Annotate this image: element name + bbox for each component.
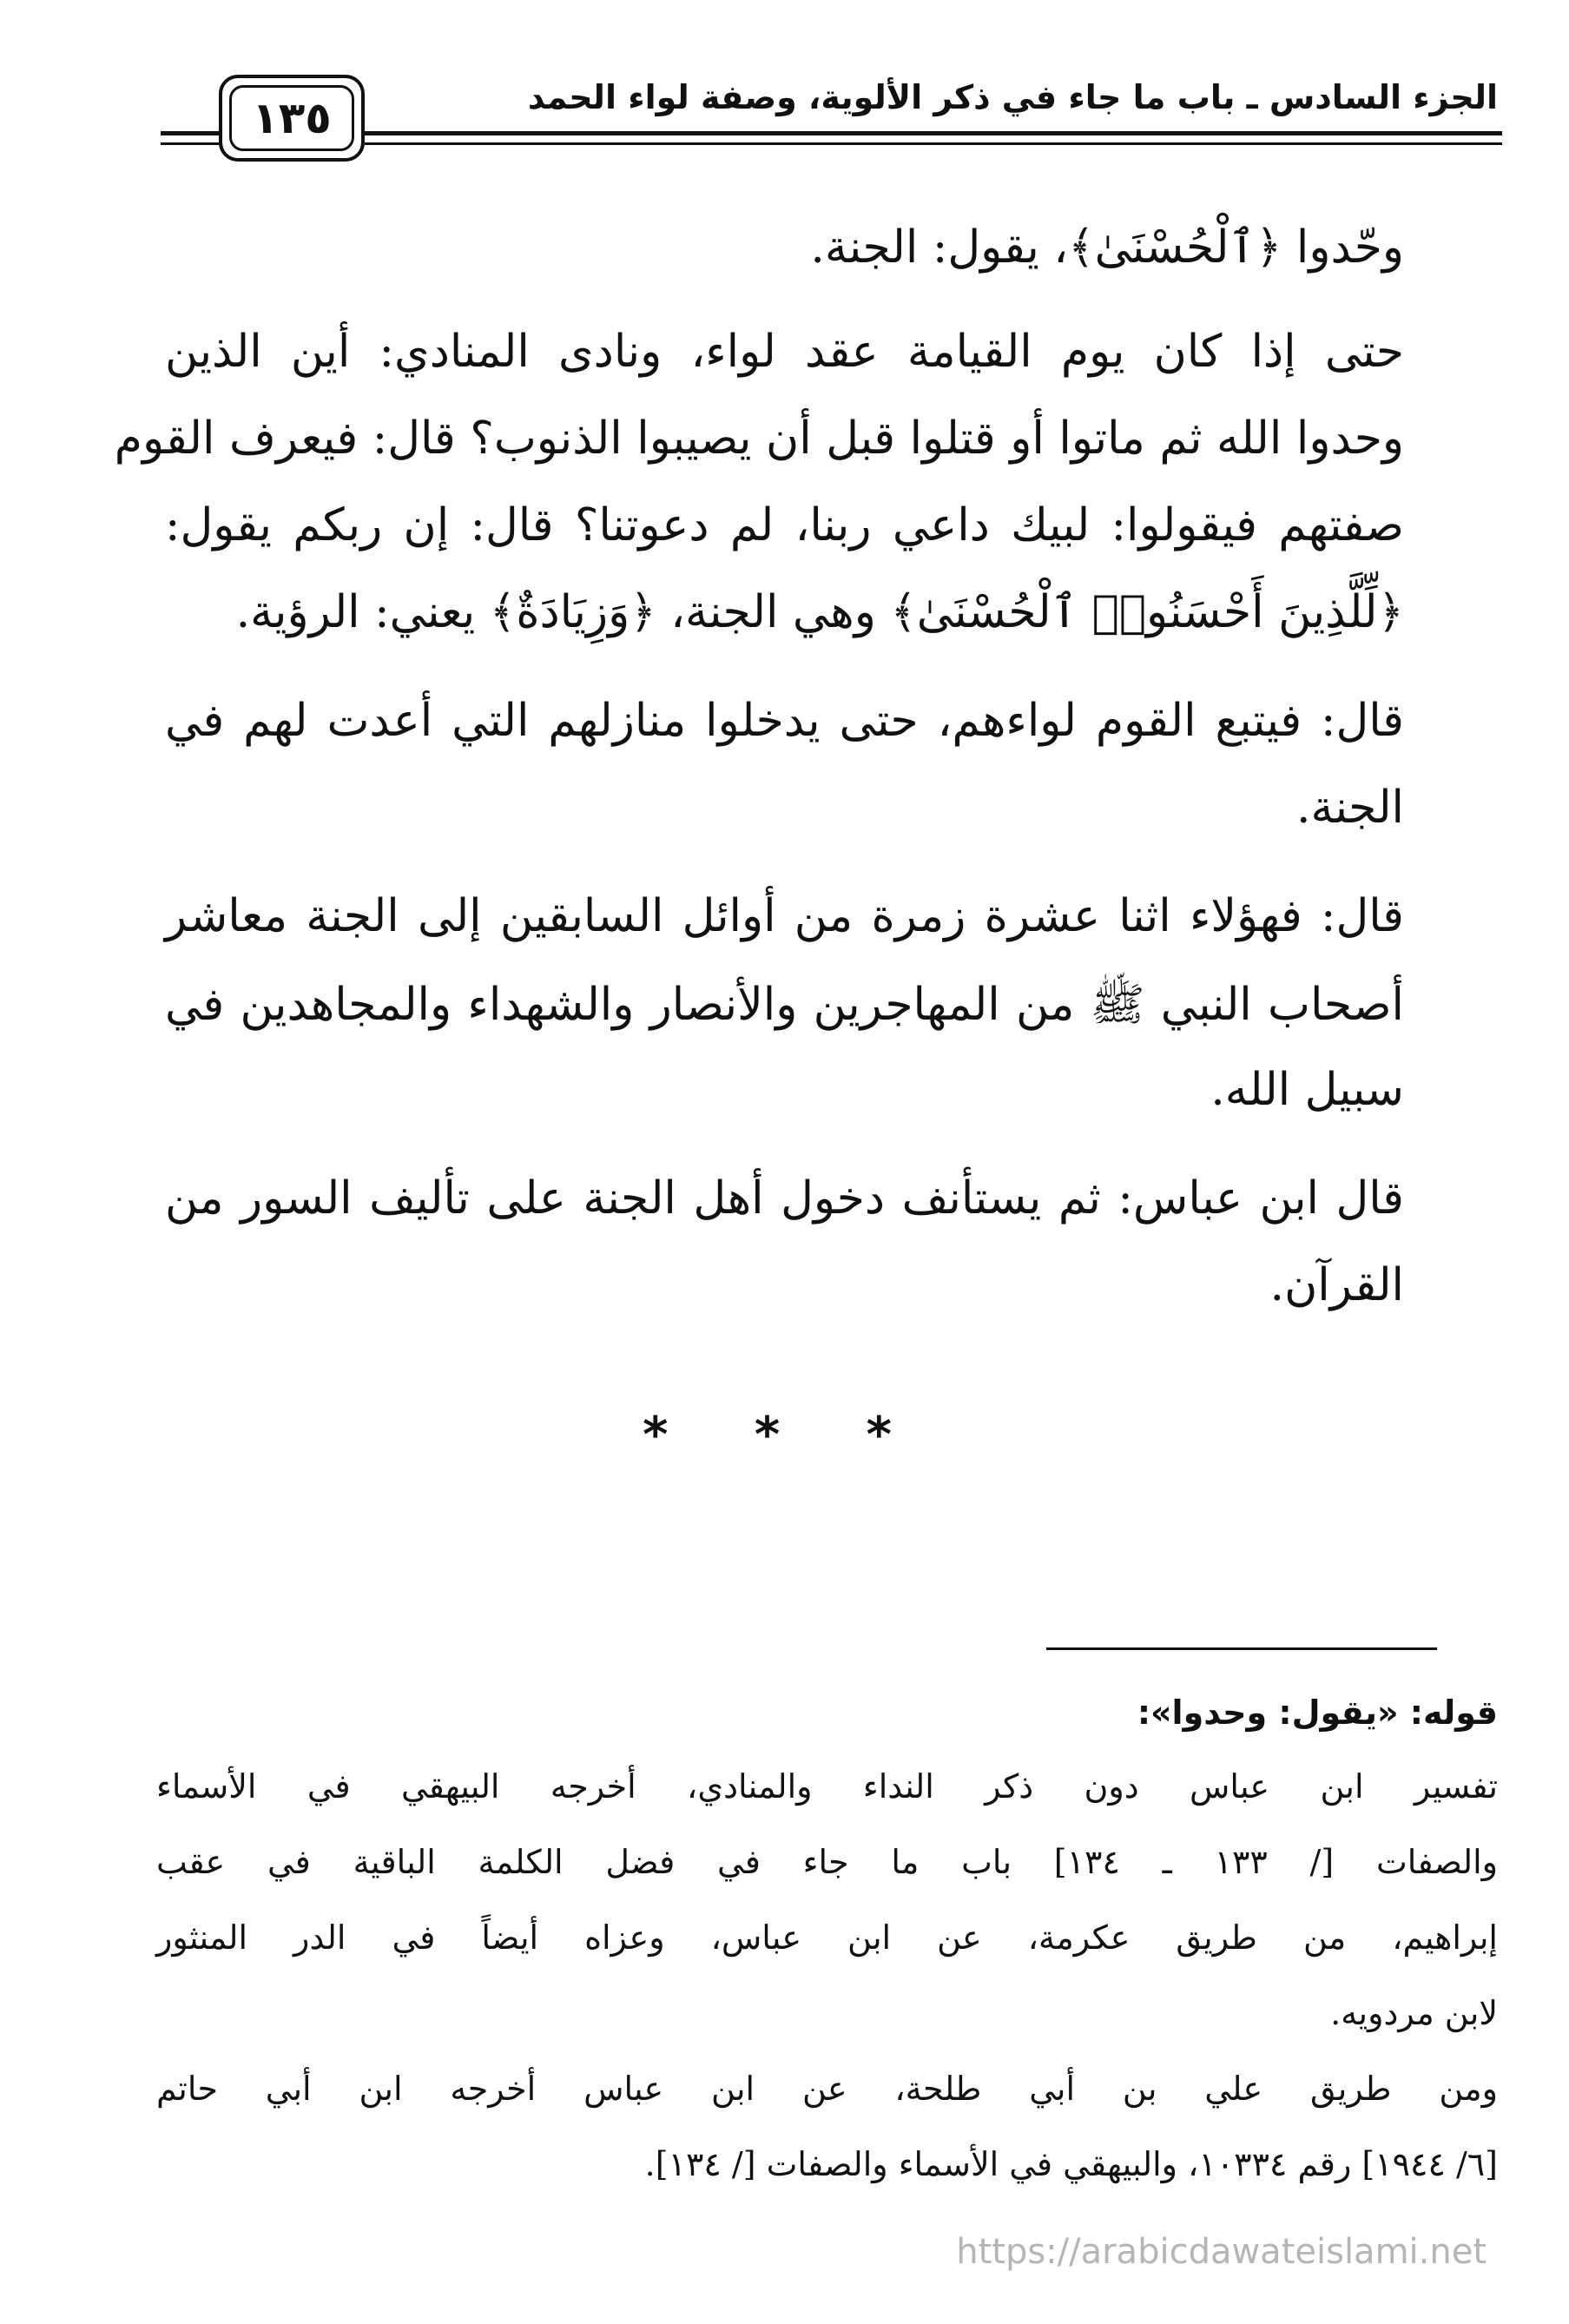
body-line: حتى إذا كان يوم القيامة عقد لواء، ونادى المنادي: أين الذين: [165, 326, 1404, 378]
body-line: وحّدوا ﴿ٱلْحُسْنَىٰ﴾، يقول: الجنة.: [810, 221, 1404, 274]
footnote-line: إبراهيم، من طريق عكرمة، عن ابن عباس، وعزاه أيضاً في الدر المنثور: [156, 1918, 1498, 1957]
watermark-url: https://arabicdawateislami.net: [956, 2232, 1487, 2272]
footnote-line: [٦/ ١٩٤٤] رقم ١٠٣٣٤، والبيهقي في الأسماء والصفات [/ ١٣٤].: [644, 2145, 1498, 2183]
footnote-divider: [1046, 1647, 1437, 1650]
page-number-frame: [219, 75, 365, 162]
body-line: الجنة.: [1296, 782, 1404, 834]
footnote-line: لابن مردويه.: [1330, 1994, 1498, 2032]
page-number: ١٣٥: [229, 85, 354, 151]
body-line: أصحاب النبي ﷺ من المهاجرين والأنصار والشهداء والمجاهدين في: [165, 979, 1404, 1031]
running-header-title: الجزء السادس ـ باب ما جاء في ذكر الألوية، وصفة لواء الحمد: [527, 78, 1498, 116]
body-line: قال: فيتبع القوم لواءهم، حتى يدخلوا منازلهم التي أعدت لهم في: [165, 695, 1404, 747]
header-rule-right-thick: [365, 131, 1502, 135]
section-separator: * * *: [643, 1407, 926, 1463]
footnote-heading: قوله: «يقول: وحدوا»:: [1137, 1693, 1498, 1732]
body-line: قال ابن عباس: ثم يستأنف دخول أهل الجنة على تأليف السور من: [165, 1172, 1404, 1225]
body-line: قال: فهؤلاء اثنا عشرة زمرة من أوائل السابقين إلى الجنة معاشر: [165, 890, 1404, 942]
footnote-line: تفسير ابن عباس دون ذكر النداء والمنادي، أخرجه البيهقي في الأسماء: [156, 1767, 1498, 1806]
header-rule-right-thin: [365, 142, 1502, 145]
footnote-line: ومن طريق علي بن أبي طلحة، عن ابن عباس أخرجه ابن أبي حاتم: [156, 2070, 1498, 2108]
body-line: صفتهم فيقولوا: لبيك داعي ربنا، لم دعوتنا؟ قال: إن ربكم يقول:: [165, 499, 1404, 551]
footnote-line: والصفات [/ ١٣٣ ـ ١٣٤] باب ما جاء في فضل الكلمة الباقية في عقب: [156, 1843, 1498, 1881]
body-line: ﴿لِّلَّذِينَ أَحْسَنُوا۟ ٱلْحُسْنَىٰ﴾ وهي الجنة، ﴿وَزِيَادَةٌ﴾ يعني: الرؤية.: [235, 586, 1404, 638]
body-line: القرآن.: [1269, 1259, 1404, 1311]
body-line: سبيل الله.: [1210, 1064, 1404, 1116]
body-line: وحدوا الله ثم ماتوا أو قتلوا قبل أن يصيبوا الذنوب؟ قال: فيعرف القوم: [114, 413, 1404, 465]
